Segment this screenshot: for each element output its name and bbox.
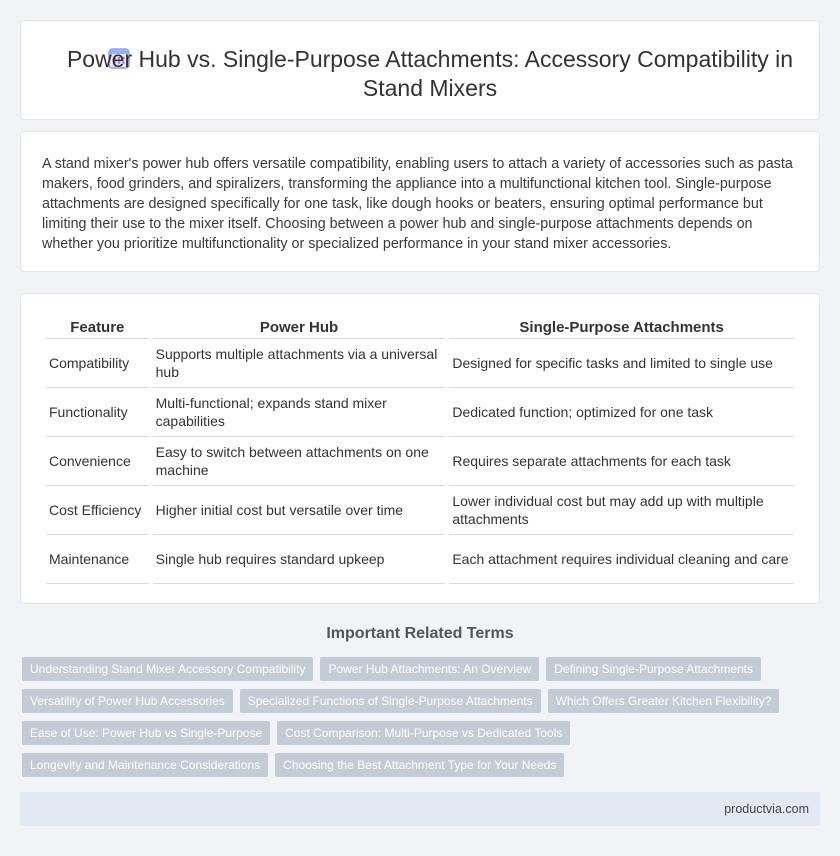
row-feature: Convenience xyxy=(46,437,149,486)
related-tag[interactable]: Defining Single-Purpose Attachments xyxy=(546,657,761,681)
row-feature: Maintenance xyxy=(46,535,149,584)
related-tag[interactable]: Which Offers Greater Kitchen Flexibility? xyxy=(548,689,780,713)
related-tags xyxy=(22,657,822,777)
related-tag[interactable]: Ease of Use: Power Hub vs Single-Purpose xyxy=(22,721,270,745)
related-tag[interactable]: Longevity and Maintenance Considerations xyxy=(22,753,268,777)
table-row xyxy=(46,486,794,535)
row-feature: Compatibility xyxy=(46,339,149,388)
row-power-hub: Higher initial cost but versatile over time xyxy=(153,486,446,535)
table-row xyxy=(46,339,794,388)
table-row xyxy=(46,437,794,486)
comparison-card xyxy=(20,293,820,604)
intro-paragraph: A stand mixer's power hub offers versatile compatibility, enabling users to attach a variety of accessories such as pasta makers, food grinders, and spiralizers, transforming the appliance into a multifunctional kitchen tool. Single-purpose attachments are designed specifically for one task, like dough hooks or beaters, ensuring optimal performance but limiting their use to the mixer itself. Choosing between a power hub and single-purpose attachments depends on whether you prioritize multifunctionality or specialized performance in your stand mixer accessories. xyxy=(42,156,793,252)
title-card xyxy=(20,20,820,120)
row-single-purpose: Dedicated function; optimized for one task xyxy=(449,388,794,437)
related-terms-heading: Important Related Terms xyxy=(326,625,514,642)
related-tag[interactable]: Cost Comparison: Multi-Purpose vs Dedicated Tools xyxy=(277,721,570,745)
page-title: Power Hub vs. Single-Purpose Attachments: Accessory Compatibility in Stand Mixers xyxy=(66,46,794,101)
footer xyxy=(20,792,820,826)
header-power-hub: Power Hub xyxy=(153,315,446,339)
row-power-hub: Multi-functional; expands stand mixer capabilities xyxy=(153,388,446,437)
related-tag[interactable]: Versatility of Power Hub Accessories xyxy=(22,689,233,713)
row-power-hub: Easy to switch between attachments on one machine xyxy=(153,437,446,486)
related-tag[interactable]: Choosing the Best Attachment Type for Your Needs xyxy=(275,753,564,777)
row-single-purpose: Lower individual cost but may add up with multiple attachments xyxy=(449,486,794,535)
table-row xyxy=(46,388,794,437)
comparison-table xyxy=(42,315,798,584)
intro-card xyxy=(20,131,820,272)
row-single-purpose: Each attachment requires individual cleaning and care xyxy=(449,535,794,584)
row-feature: Functionality xyxy=(46,388,149,437)
row-single-purpose: Designed for specific tasks and limited to single use xyxy=(449,339,794,388)
related-tag[interactable]: Specialized Functions of Single-Purpose Attachments xyxy=(240,689,541,713)
footer-site[interactable]: productvia.com xyxy=(724,802,809,816)
header-single-purpose: Single-Purpose Attachments xyxy=(449,315,794,339)
row-feature: Cost Efficiency xyxy=(46,486,149,535)
table-header-row xyxy=(46,315,794,339)
header-feature: Feature xyxy=(46,315,149,339)
row-power-hub: Single hub requires standard upkeep xyxy=(153,535,446,584)
table-row xyxy=(46,535,794,584)
row-power-hub: Supports multiple attachments via a universal hub xyxy=(153,339,446,388)
related-tag[interactable]: Power Hub Attachments: An Overview xyxy=(320,657,539,681)
row-single-purpose: Requires separate attachments for each task xyxy=(449,437,794,486)
related-tag[interactable]: Understanding Stand Mixer Accessory Compatibility xyxy=(22,657,313,681)
